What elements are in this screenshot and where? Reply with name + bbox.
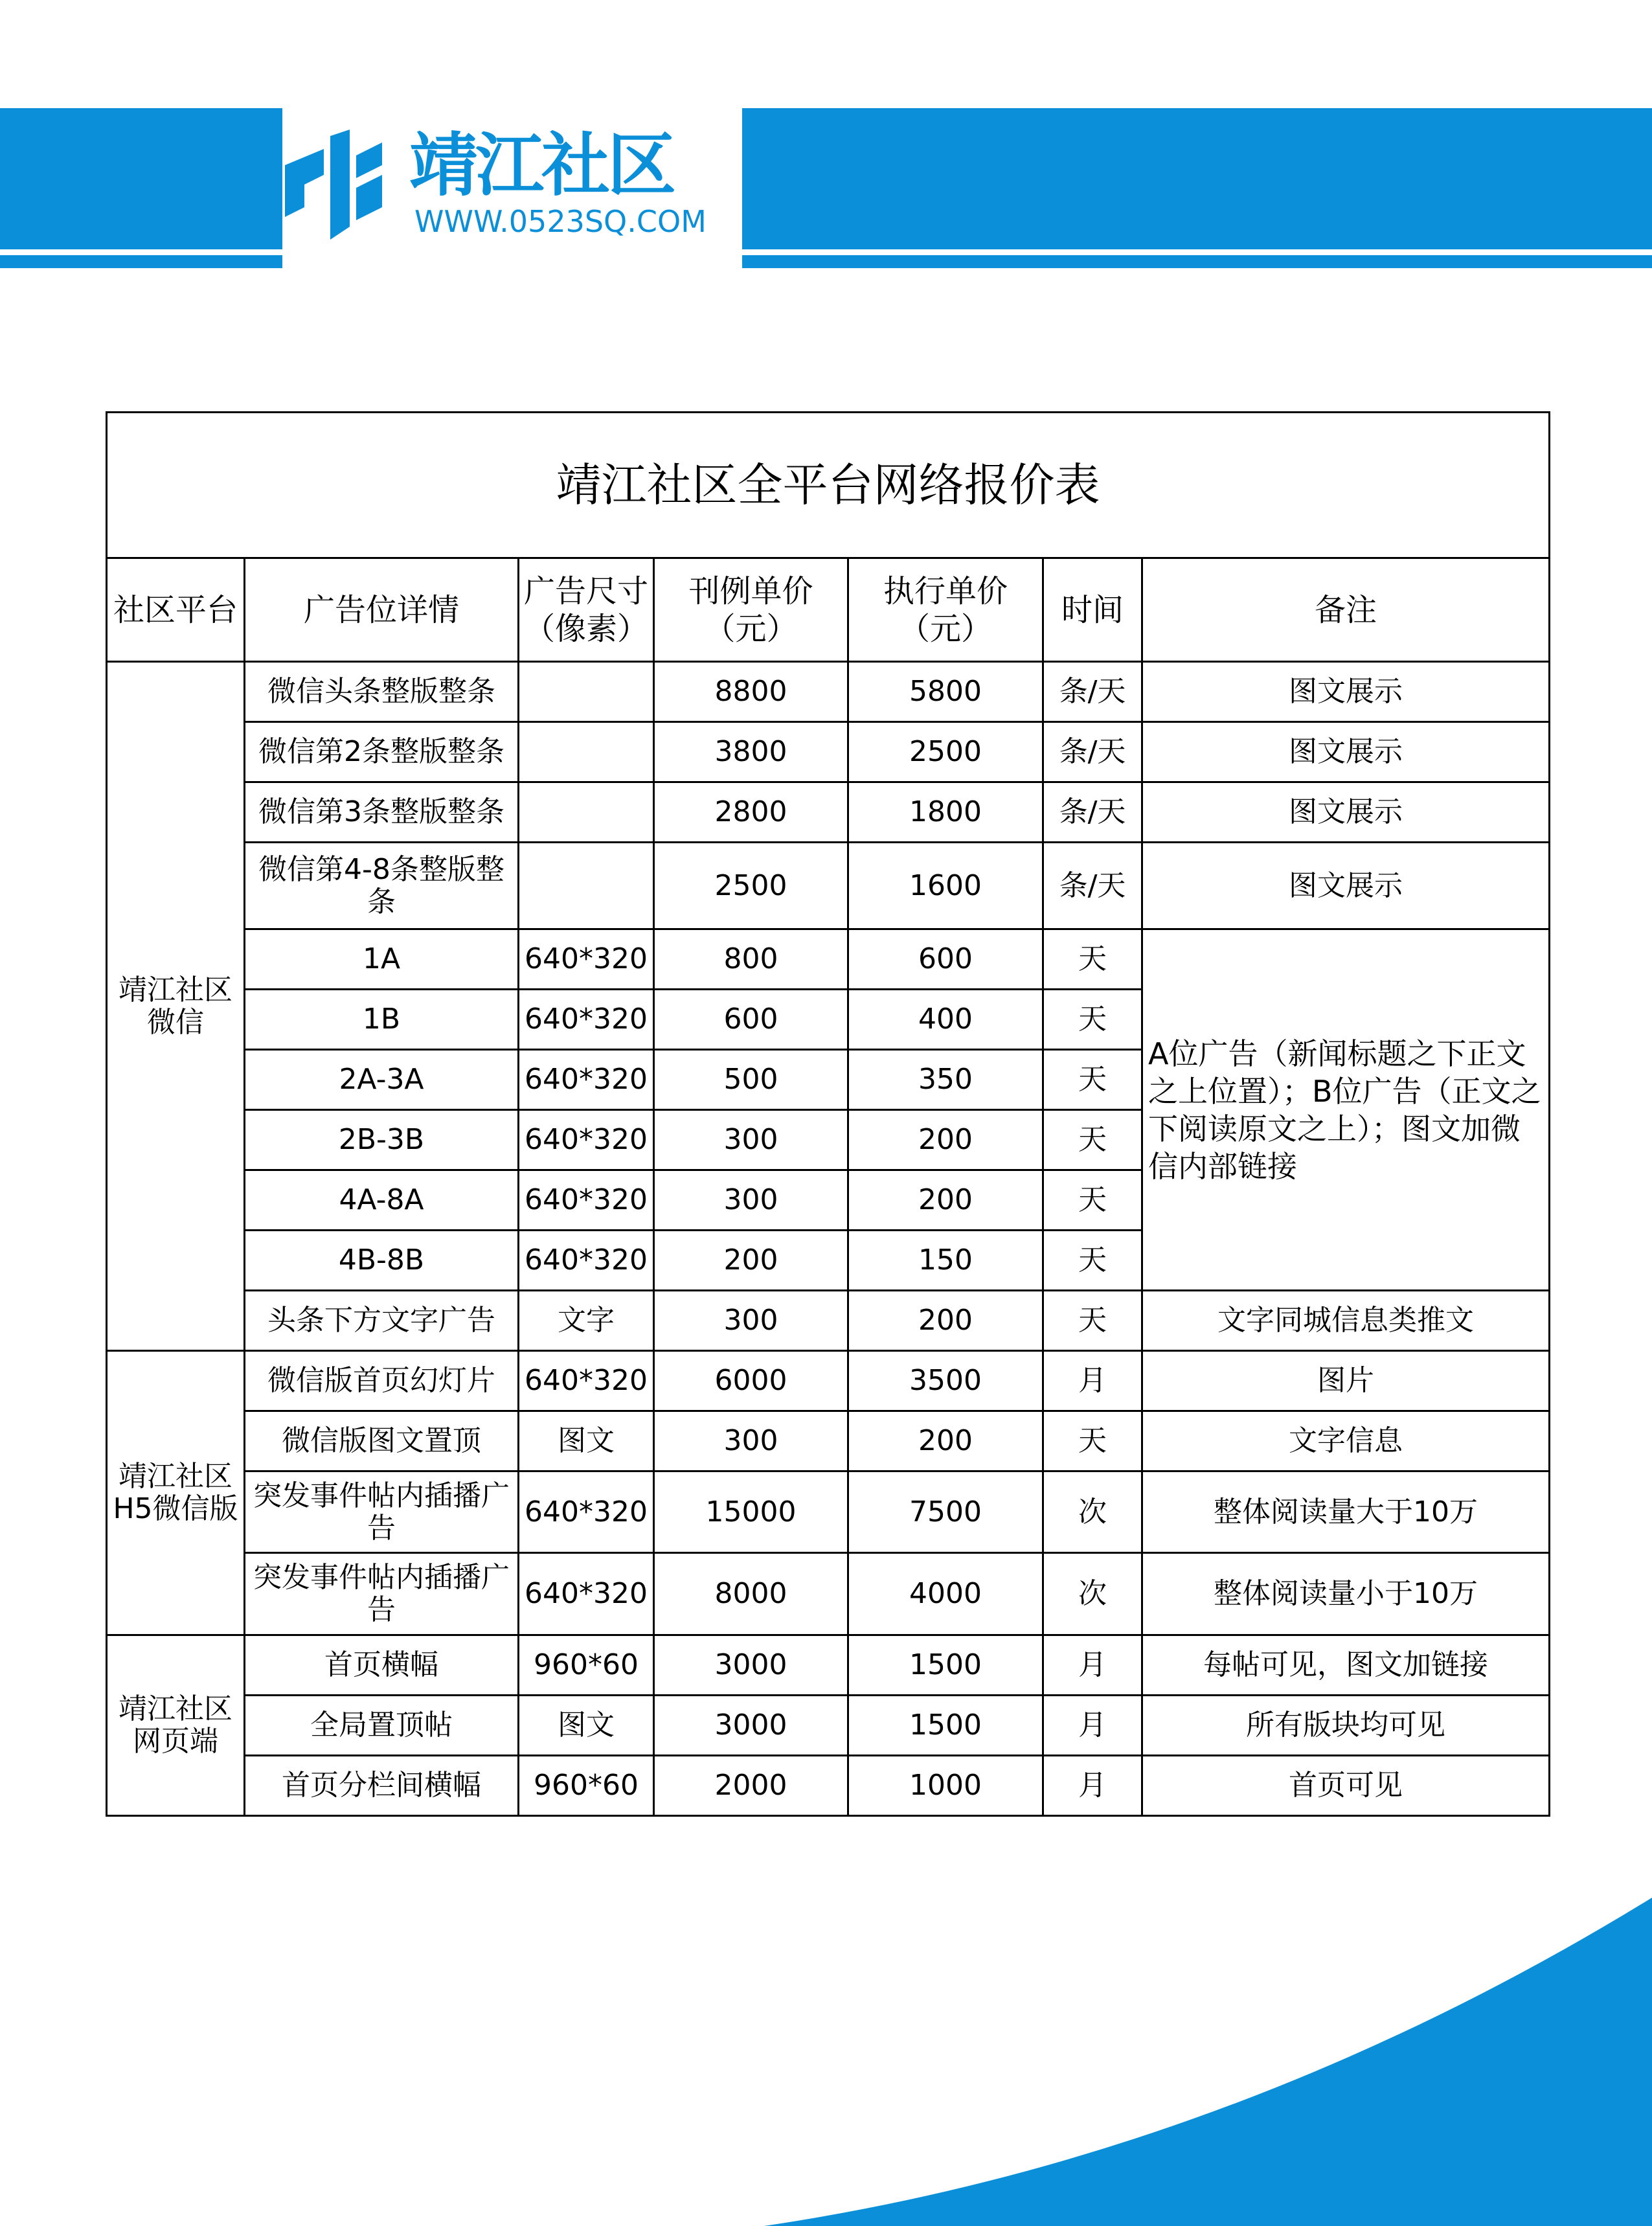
cell-size: [519, 782, 654, 843]
table-row: [107, 1351, 1550, 1411]
cell-list-price: 8800: [654, 662, 848, 722]
cell-list-price: 600: [654, 990, 848, 1050]
cell-note: 图文展示: [1142, 662, 1550, 722]
col-note: 备注: [1142, 558, 1550, 662]
group-wechat: 靖江社区微信: [107, 662, 245, 1351]
cell-detail: 2B-3B: [245, 1110, 519, 1170]
cell-time: 天: [1043, 1110, 1142, 1170]
cell-detail: 微信头条整版整条: [245, 662, 519, 722]
cell-exec-price: 1000: [848, 1756, 1043, 1816]
table-row: [107, 1291, 1550, 1351]
group-h5: 靖江社区H5微信版: [107, 1351, 245, 1635]
cell-exec-price: 150: [848, 1231, 1043, 1291]
cell-size: [519, 662, 654, 722]
cell-note: 图文展示: [1142, 782, 1550, 843]
cell-time: 天: [1043, 1411, 1142, 1471]
cell-note: 每帖可见，图文加链接: [1142, 1635, 1550, 1696]
table-title: 靖江社区全平台网络报价表: [107, 413, 1550, 558]
col-detail: 广告位详情: [245, 558, 519, 662]
cell-detail: 突发事件帖内插播广告: [245, 1553, 519, 1635]
cell-time: 月: [1043, 1635, 1142, 1696]
cell-list-price: 800: [654, 929, 848, 990]
table-header-row: [107, 558, 1550, 662]
table-row: [107, 722, 1550, 782]
cell-detail: 微信第3条整版整条: [245, 782, 519, 843]
cell-list-price: 300: [654, 1110, 848, 1170]
cell-list-price: 300: [654, 1170, 848, 1231]
cell-time: 条/天: [1043, 662, 1142, 722]
header-band-left: [0, 108, 282, 249]
cell-exec-price: 200: [848, 1170, 1043, 1231]
cell-list-price: 3000: [654, 1696, 848, 1756]
cell-detail: 4B-8B: [245, 1231, 519, 1291]
cell-detail: 首页横幅: [245, 1635, 519, 1696]
cell-size: [519, 843, 654, 929]
cell-list-price: 200: [654, 1231, 848, 1291]
cell-size: 文字: [519, 1291, 654, 1351]
cell-list-price: 500: [654, 1050, 848, 1110]
cell-list-price: 2000: [654, 1756, 848, 1816]
table-row: [107, 1553, 1550, 1635]
cell-time: 天: [1043, 1170, 1142, 1231]
jj-logo-icon: [285, 130, 389, 240]
cell-list-price: 15000: [654, 1471, 848, 1553]
cell-list-price: 3000: [654, 1635, 848, 1696]
cell-time: 天: [1043, 990, 1142, 1050]
cell-detail: 微信版首页幻灯片: [245, 1351, 519, 1411]
cell-note: 图文展示: [1142, 843, 1550, 929]
header-band-right: [742, 108, 1652, 249]
col-time: 时间: [1043, 558, 1142, 662]
cell-exec-price: 4000: [848, 1553, 1043, 1635]
table-row: [107, 929, 1550, 990]
cell-list-price: 300: [654, 1411, 848, 1471]
table-row: [107, 843, 1550, 929]
cell-note: 首页可见: [1142, 1756, 1550, 1816]
cell-note: 图片: [1142, 1351, 1550, 1411]
cell-detail: 1A: [245, 929, 519, 990]
cell-list-price: 300: [654, 1291, 848, 1351]
cell-detail: 1B: [245, 990, 519, 1050]
cell-size: 640*320: [519, 1050, 654, 1110]
cell-detail: 微信版图文置顶: [245, 1411, 519, 1471]
cell-detail: 4A-8A: [245, 1170, 519, 1231]
cell-exec-price: 200: [848, 1291, 1043, 1351]
cell-detail: 首页分栏间横幅: [245, 1756, 519, 1816]
cell-detail: 微信第4-8条整版整条: [245, 843, 519, 929]
cell-exec-price: 600: [848, 929, 1043, 990]
cell-size: 640*320: [519, 929, 654, 990]
cell-detail: 头条下方文字广告: [245, 1291, 519, 1351]
cell-list-price: 8000: [654, 1553, 848, 1635]
table-row: [107, 1411, 1550, 1471]
cell-size: [519, 722, 654, 782]
cell-exec-price: 350: [848, 1050, 1043, 1110]
cell-time: 条/天: [1043, 843, 1142, 929]
cell-time: 月: [1043, 1756, 1142, 1816]
table-row: [107, 1635, 1550, 1696]
cell-detail: 2A-3A: [245, 1050, 519, 1110]
cell-note-ab-position: A位广告（新闻标题之下正文之上位置）；B位广告（正文之下阅读原文之上）；图文加微信内部链接: [1142, 929, 1550, 1291]
table-row: [107, 1756, 1550, 1816]
cell-exec-price: 3500: [848, 1351, 1043, 1411]
cell-detail: 突发事件帖内插播广告: [245, 1471, 519, 1553]
table-row: [107, 662, 1550, 722]
cell-note: 文字同城信息类推文: [1142, 1291, 1550, 1351]
cell-time: 月: [1043, 1351, 1142, 1411]
cell-size: 640*320: [519, 990, 654, 1050]
cell-time: 天: [1043, 1291, 1142, 1351]
decorative-swoosh: [0, 1878, 1652, 2226]
cell-list-price: 6000: [654, 1351, 848, 1411]
table-row: [107, 782, 1550, 843]
cell-size: 640*320: [519, 1471, 654, 1553]
cell-note: 图文展示: [1142, 722, 1550, 782]
cell-note: 整体阅读量大于10万: [1142, 1471, 1550, 1553]
col-size: 广告尺寸（像素）: [519, 558, 654, 662]
cell-note: 所有版块均可见: [1142, 1696, 1550, 1756]
cell-exec-price: 200: [848, 1110, 1043, 1170]
header-stripe-left: [0, 255, 282, 268]
price-table: [106, 411, 1550, 1817]
cell-exec-price: 1600: [848, 843, 1043, 929]
cell-size: 960*60: [519, 1756, 654, 1816]
cell-time: 次: [1043, 1471, 1142, 1553]
cell-exec-price: 7500: [848, 1471, 1043, 1553]
cell-list-price: 2500: [654, 843, 848, 929]
cell-size: 640*320: [519, 1231, 654, 1291]
cell-time: 条/天: [1043, 782, 1142, 843]
cell-exec-price: 400: [848, 990, 1043, 1050]
cell-note: 文字信息: [1142, 1411, 1550, 1471]
cell-exec-price: 5800: [848, 662, 1043, 722]
cell-exec-price: 1800: [848, 782, 1043, 843]
group-web: 靖江社区网页端: [107, 1635, 245, 1816]
cell-size: 640*320: [519, 1110, 654, 1170]
cell-time: 天: [1043, 929, 1142, 990]
cell-time: 次: [1043, 1553, 1142, 1635]
brand-url: WWW.0523SQ.COM: [414, 204, 707, 239]
cell-time: 天: [1043, 1231, 1142, 1291]
cell-size: 640*320: [519, 1170, 654, 1231]
cell-size: 640*320: [519, 1351, 654, 1411]
cell-size: 图文: [519, 1696, 654, 1756]
header-stripe-right: [742, 255, 1652, 268]
col-exec-price: 执行单价（元）: [848, 558, 1043, 662]
cell-exec-price: 2500: [848, 722, 1043, 782]
cell-time: 条/天: [1043, 722, 1142, 782]
cell-size: 图文: [519, 1411, 654, 1471]
col-platform: 社区平台: [107, 558, 245, 662]
cell-exec-price: 1500: [848, 1696, 1043, 1756]
cell-detail: 全局置顶帖: [245, 1696, 519, 1756]
cell-size: 640*320: [519, 1553, 654, 1635]
col-list-price: 刊例单价（元）: [654, 558, 848, 662]
cell-size: 960*60: [519, 1635, 654, 1696]
cell-time: 月: [1043, 1696, 1142, 1756]
cell-time: 天: [1043, 1050, 1142, 1110]
cell-detail: 微信第2条整版整条: [245, 722, 519, 782]
table-row: [107, 1696, 1550, 1756]
cell-exec-price: 1500: [848, 1635, 1043, 1696]
brand-name: 靖江社区: [409, 126, 673, 205]
cell-list-price: 3800: [654, 722, 848, 782]
cell-list-price: 2800: [654, 782, 848, 843]
cell-exec-price: 200: [848, 1411, 1043, 1471]
cell-note: 整体阅读量小于10万: [1142, 1553, 1550, 1635]
table-row: [107, 1471, 1550, 1553]
